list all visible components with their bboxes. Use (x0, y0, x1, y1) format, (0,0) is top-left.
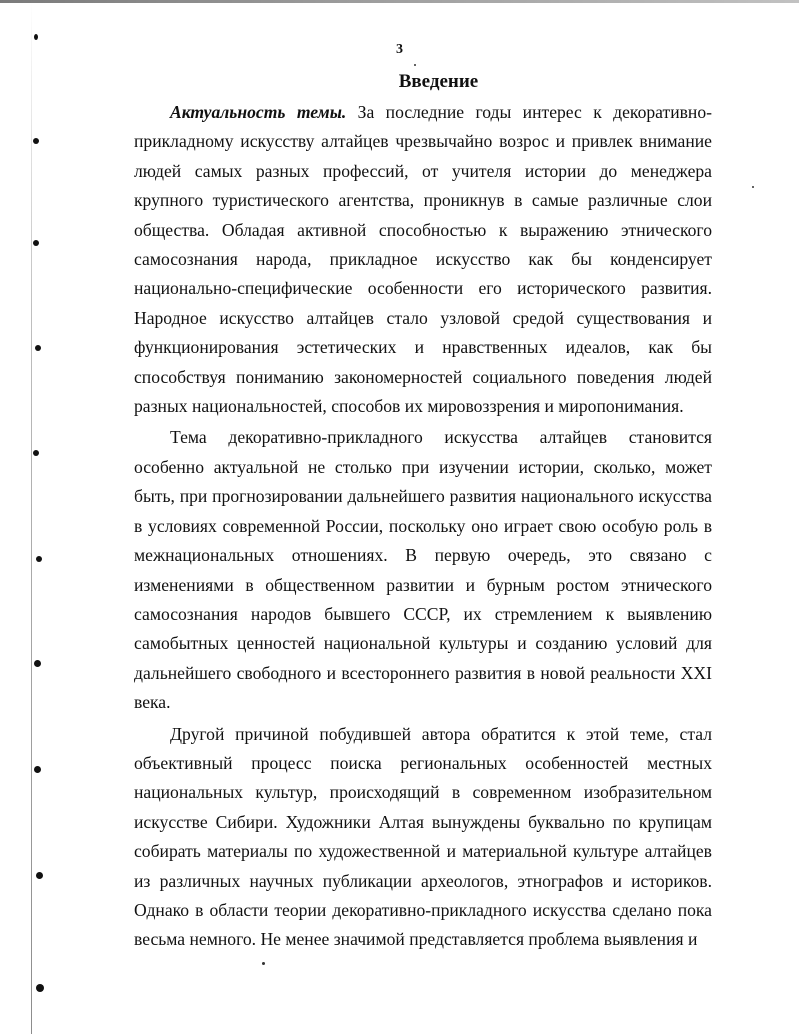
body-text (134, 98, 712, 957)
paragraph (134, 720, 712, 955)
scan-top-edge (0, 0, 799, 3)
paragraph-lead: Актуальность темы. (170, 102, 347, 122)
scan-speck (262, 962, 265, 965)
page-number: 3 (396, 42, 403, 57)
punch-mark (34, 660, 41, 667)
paragraph-text: Тема декоративно-прикладного искусства алтайцев становится особенно актуальной не столько при изучении истории, сколько, может быть, при прогнозировании дальнейшего развития национального искусства в условиях современной России, поскольку оно играет свою особую роль в межнациональных отношениях. В первую очередь, это связано с изменениями в общественном развитии и бурным ростом этнического самосознания народов бывшего СССР, их стремлением к выявлению самобытных ценностей национальной культуры и созданию условий для дальнейшего свободного и всестороннего развития в новой реальности XXI века. (134, 427, 712, 713)
punch-mark (33, 240, 39, 246)
scan-speck (414, 64, 416, 66)
paragraph (134, 98, 712, 421)
scan-binding-edge (31, 0, 32, 1034)
section-title: Введение (398, 71, 479, 92)
paragraph (134, 423, 712, 717)
punch-mark (35, 345, 41, 351)
punch-mark (34, 766, 41, 773)
punch-mark (36, 872, 43, 879)
punch-mark (33, 138, 39, 144)
paragraph-text: Другой причиной побудившей автора обратится к этой теме, стал объективный процесс поиска региональных особенностей местных национальных культур, происходящий в современном изобразительном искусстве Сибири. Художники Алтая вынуждены буквально по крупицам собирать материалы по художественной и материальной культуре алтайцев из различных научных публикации археологов, этнографов и историков. Однако в области теории декоративно-прикладного искусства сделано пока весьма немного. Не менее значимой представляется проблема выявления и (134, 723, 712, 950)
paragraph-text: За последние годы интерес к декоративно-прикладному искусству алтайцев чрезвычайно возрос и привлек внимание людей самых разных профессий, от учителя истории до менеджера крупного туристического агентства, проникнув в самые различные слои общества. Обладая активной способностью к выражению этнического самосознания народа, прикладное искусство как бы конденсирует национально-специфические особенности его исторического развития. Народное искусство алтайцев стало узловой средой существования и функционирования эстетических и нравственных идеалов, как бы способствуя пониманию закономерностей социального поведения людей разных национальностей, способов их мировоззрения и миропонимания. (134, 102, 712, 417)
punch-mark (36, 984, 44, 992)
punch-mark (34, 34, 38, 40)
punch-mark (33, 450, 39, 456)
scan-speck (752, 186, 754, 188)
punch-mark (36, 556, 42, 562)
